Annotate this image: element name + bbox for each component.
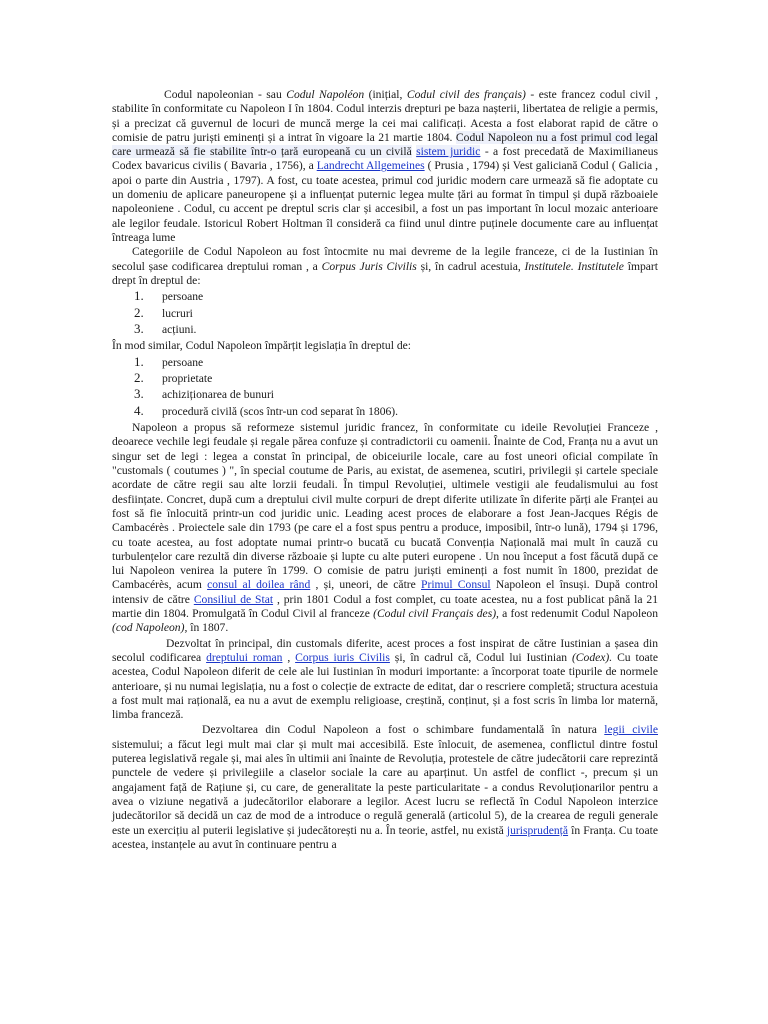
paragraph-reform	[112, 421, 658, 635]
link-primul-consul[interactable]: Primul Consul	[421, 578, 491, 592]
link-consul-al-doilea[interactable]: consul al doilea rând	[207, 578, 311, 592]
list-item	[134, 306, 658, 322]
text-run: Categoriile de Codul Napoleon au fost întocmite nu mai devreme de la legile franceze, ci de la Iustinian în secolul șase codificarea dreptului roman , a	[112, 245, 658, 273]
text-run: împart drept în dreptul de:	[112, 259, 658, 287]
list-text: proprietate	[162, 372, 213, 386]
list-text: persoane	[162, 290, 204, 304]
text-run: - este francez codul civil , stabilite în conformitate cu Napoleon I în 1804. Codul interzis drepturi pe baza nașterii, libertatea de religie a permis, și a precizat că guvernul de locuri de muncă merge la cei mai calificați. Acesta a fost elaborat rapid de către o comisie de patru juriști eminenți și a intrat în vigoare la 21 martie 1804.	[112, 88, 659, 144]
text-run: ,	[282, 650, 296, 664]
link-jurisprudenta[interactable]: jurisprudență	[506, 823, 569, 837]
paragraph-categories	[112, 245, 658, 288]
text-run: , prin 1801 Codul a fost complet, cu toate acestea, nu a fost publicat până la 21 martie din 1804. Promulgată în Codul Civil al franceze	[112, 592, 658, 621]
italic-title: (Codex).	[571, 650, 613, 664]
text-run: , și, uneori, de către	[310, 578, 422, 592]
text-run: Napoleon el însuși. După control intensiv de către	[112, 578, 659, 606]
text-run: Napoleon a propus să reformeze sistemul juridic francez, în conformitate cu ideile Revoluției Franceze , deoarece vechile legi feudale și regale părea confuze și contradictorii cu oamenii. Înainte de Cod, Franța nu a avut un singur set de legi : legea a constat în principal, de obiceiurile locale, care au fost uneori oficial compilate în "customals ( coutumes ) ", în special coutume de Paris, au existat, de asemenea, scutiri, privilegii și cartele speciale acordate de către regii sau alte lorzii feudali. În timpul Revoluției, ultimele vestigii ale feudalismului au fost desființate. Concret, după cum a dreptului civil multe corpuri de drept diferite utilizate în diferite părți ale Franței au fost să fie înlocuită printr-un cod juridic unic. Leading acest proces de elaborare a fost Jean-Jacques Régis de Cambacérès . Proiectele sale din 1793 (pe care el a fost spus pentru a produce, imposibil, într-o lună), 1794 și 1796, cu toate acestea, au fost adoptate numai printr-o bucată cu bucată Convenția Națională mai mult în cauză cu turbulențelor care rezultă din diverse războaie și lupte cu alte puteri europene . Un nou început a fost făcută după ce lui Napoleon venirea la putere în 1799. O comisie de patru juriști eminenți a fost numit în 1800, prezidat de Cambacérès, acum	[112, 421, 658, 592]
list-number: 1.	[134, 353, 144, 369]
list-text: acțiuni.	[162, 322, 197, 336]
list-number: 4.	[134, 402, 144, 418]
italic-title: Institutele. Institutele	[524, 259, 624, 273]
list-item	[134, 322, 658, 338]
italic-title: Codul Napoléon	[286, 88, 365, 101]
link-sistem-juridic[interactable]: sistem juridic	[416, 145, 481, 159]
link-consiliul-de-stat[interactable]: Consiliul de Stat	[193, 592, 274, 606]
list-text: persoane	[162, 355, 204, 369]
link-corpus-iuris[interactable]: Corpus iuris Civilis	[295, 650, 390, 664]
paragraph-development	[112, 723, 658, 852]
paragraph-developed	[112, 637, 658, 723]
text-run: a fost redenumit Codul Napoleon	[498, 607, 658, 621]
italic-title: Corpus Juris Civilis	[321, 259, 417, 273]
list-number: 3.	[134, 320, 144, 336]
text-run: și, în cadrul că, Codul lui Iustinian	[389, 650, 572, 664]
list-item	[134, 371, 658, 387]
italic-title: Codul civil des français)	[406, 88, 526, 101]
list-number: 2.	[134, 370, 144, 386]
text-run: sistemului; a făcut legi mult mai clar și mult mai accesibilă. Este înlocuit, de asemenea, conflictul dintre fostul puterea legislativă regale și, mai ales în ultimii ani înainte de Revoluția, protestele de către judecătorii care reprezintă punctele de vedere și privilegiile a claselor sociale la care au aparținut. Un astfel de conflict -, precum și un angajament față de Rațiune și, cu care, de generalitate la peste particularitate - a condus Revoluționarilor pentru a avea o viziune negativă a judecătorilor elaborare a legilor. Acest lucru se reflectă în Codul Napoleon interzice judecătorilor să decidă un caz de mod de a introduce o regulă generală (articolul 5), de la crearea de reguli generale este un exercițiu al puterii legislative și judecătorești nu a. În teorie, astfel, nu există	[112, 737, 658, 837]
text-run: Codul napoleonian - sau	[164, 88, 287, 101]
link-dreptului-roman[interactable]: dreptului roman	[206, 650, 283, 664]
list-text: lucruri	[162, 306, 193, 320]
numbered-list-code	[112, 355, 658, 421]
paragraph-similar: În mod similar, Codul Napoleon împărțit legislația în dreptul de:	[112, 339, 411, 353]
text-run: în 1807.	[187, 621, 229, 635]
text-run: Dezvoltat în principal, din customals diferite, acest proces a fost inspirat de către Iustinian a șasea din secolul codificarea	[112, 636, 658, 664]
paragraph-intro	[112, 88, 658, 245]
list-item	[134, 355, 658, 371]
list-text: achiziționarea de bunuri	[162, 388, 275, 402]
text-run: și, în cadrul acestuia,	[416, 259, 525, 273]
list-number: 1.	[134, 288, 144, 304]
text-run: în Franța. Cu toate acestea, instanțele au avut în continuare pentru a	[112, 823, 658, 851]
text-run: Dezvoltarea din Codul Napoleon a fost o schimbare fundamentală în natura	[202, 723, 605, 737]
text-run: (inițial,	[364, 88, 407, 101]
link-legii-civile[interactable]: legii civile	[604, 723, 659, 737]
text-run: - a fost precedată de Maximilianeus Codex bavaricus civilis ( Bavaria , 1756), a	[112, 145, 659, 173]
list-text: procedură civilă (scos într-un cod separat în 1806).	[162, 404, 399, 418]
italic-title: (Codul civil Français des),	[373, 607, 499, 621]
highlighted-text: Codul Napoleon nu a fost primul cod legal care urmează să fie stabilite într-o țară europeană cu un civilă	[112, 130, 658, 159]
list-item	[134, 289, 658, 305]
link-landrecht[interactable]: Landrecht Allgemeines	[316, 159, 425, 173]
list-item	[134, 404, 658, 420]
list-number: 3.	[134, 386, 144, 402]
list-number: 2.	[134, 304, 144, 320]
italic-title: (cod Napoleon),	[112, 621, 188, 635]
text-run: ( Prusia , 1794) și Vest galiciană Codul ( Galicia , apoi o parte din Austria , 1797). A fost, cu toate acestea, primul cod juridic modern care urmează să fie adoptate cu un domeniu de aplicare paneuropene și a influențat puternic legea multe țări au format în timpul și după războaiele napoleoniene . Codul, cu accent pe dreptul scris clar și accesibil, a fost un pas important în locul mozaic anterioare ale legilor feudale. Istoricul Robert Holtman îl consideră ca fiind unul dintre puținele documente care au influențat întreaga lume	[112, 159, 658, 244]
text-run: Cu toate acestea, Codul Napoleon diferit de cele ale lui Iustinian în moduri importante: a încorporat toate tipurile de normele anterioare, și nu numai legislația, nu a fost o colecție de extracte de editat, dar o rescriere completă; structura acestuia a fost mult mai rațională, ea nu a avut de exemplu religioase, creștină, conținut, și a fost scris în limba lor maternă, limba franceză.	[112, 650, 659, 722]
list-item	[134, 387, 658, 403]
numbered-list-institutes	[112, 289, 658, 338]
